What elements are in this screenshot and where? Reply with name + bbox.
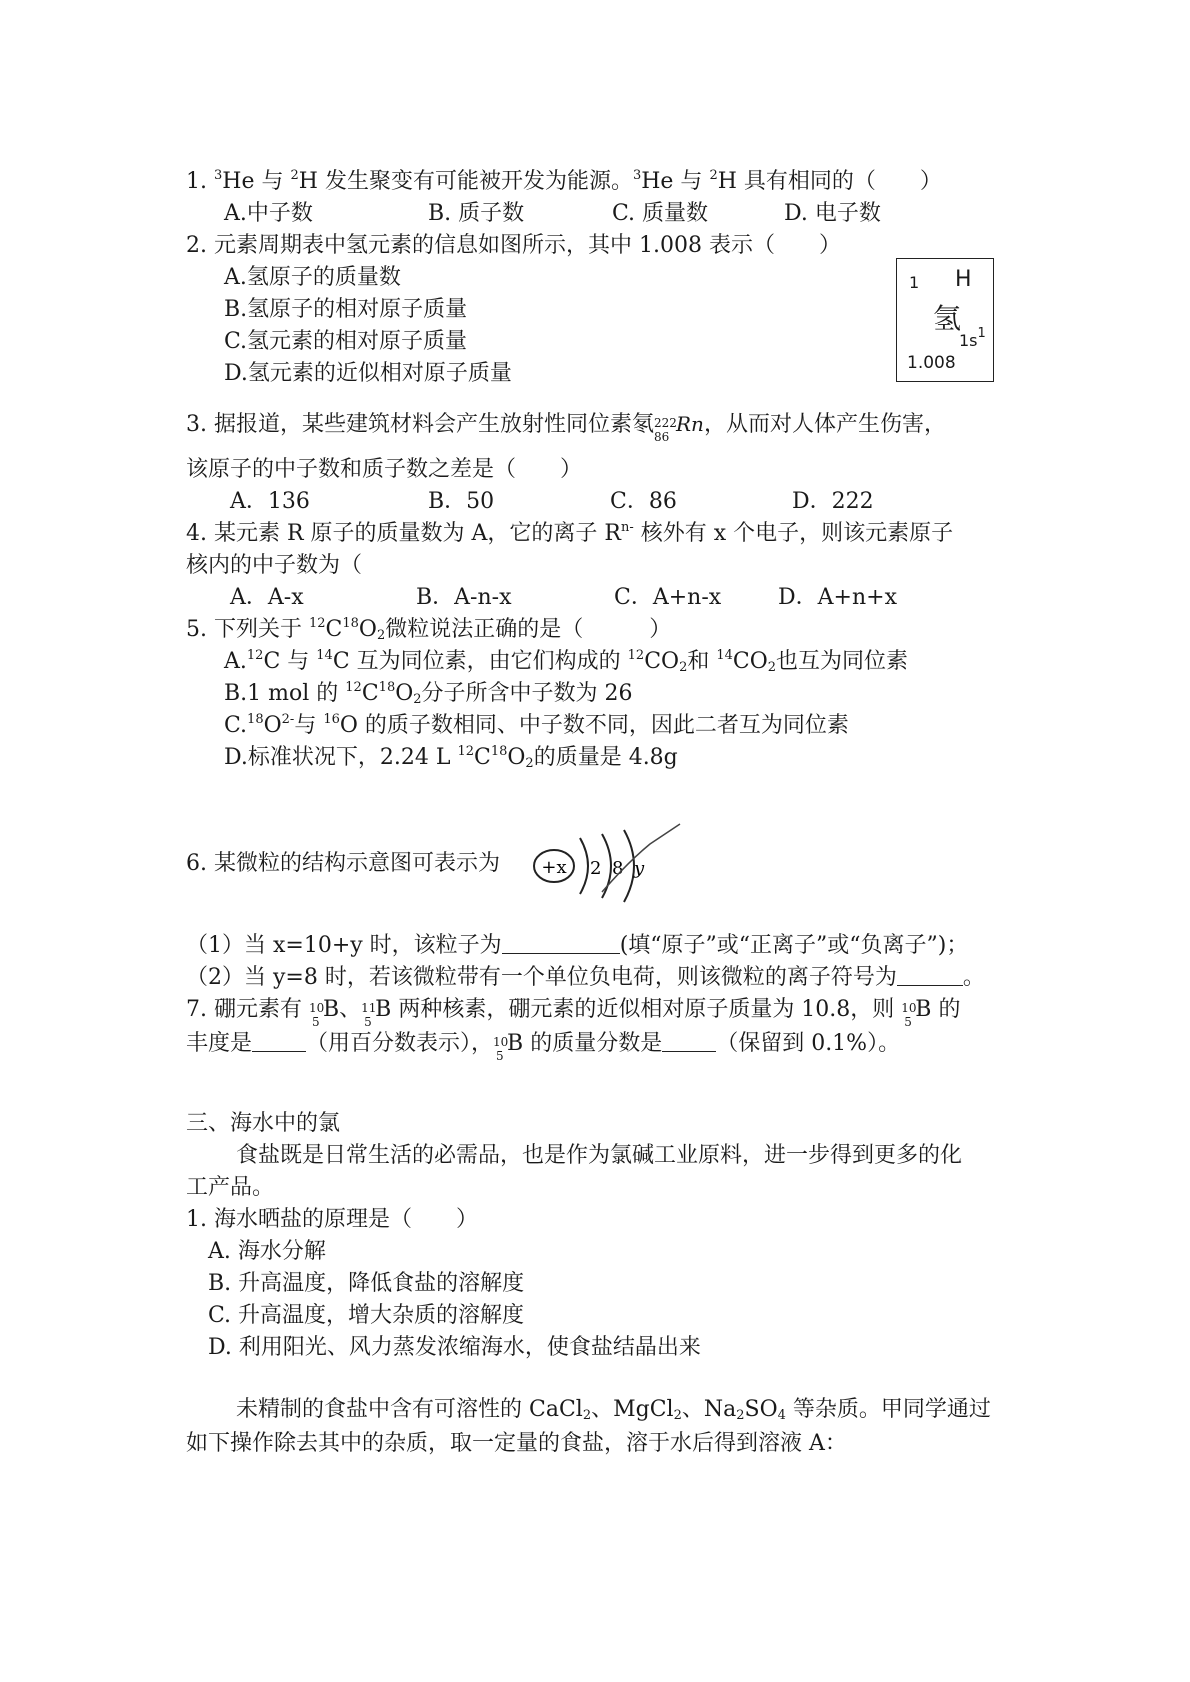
answer-blank[interactable] [662, 1031, 716, 1052]
q3-option-a: A．136 [230, 489, 310, 514]
q5-option-d: D.标准状况下，2.24 L $^{12}C^{18}O_2$的质量是 4.8g [224, 744, 678, 771]
q7-line2: 丰度是 （用百分数表示）， 10 5 B 的质量分数是 （保留到 0.1%）。 [186, 1031, 901, 1063]
s3-paragraph-line1: 未精制的食盐中含有可溶性的 CaCl$_2$、MgCl$_2$、$Na_2SO_4$ 等杂质。甲同学通过 [236, 1397, 991, 1423]
q2-stem: 2. 元素周期表中氢元素的信息如图所示，其中 1.008 表示（ ） [186, 233, 841, 258]
b11-nuclide: 11 5 [361, 1001, 377, 1029]
q2-option-a: A.氢原子的质量数 [224, 265, 401, 290]
q4-option-d: D．A+n+x [778, 585, 897, 610]
q7-line1: 7. 硼元素有 10 5 B、 11 5 B 两种核素，硼元素的近似相对原子质量为 10.8，则 10 5 B 的 [186, 997, 961, 1029]
q5-option-b: B.1 mol 的 $^{12}C^{18}O_2$分子所含中子数为 26 [224, 680, 633, 707]
s3-q1-option-c: C. 升高温度，增大杂质的溶解度 [208, 1303, 525, 1328]
q6-part2: （2）当 y=8 时，若该微粒带有一个单位负电荷，则该微粒的离子符号为 。 [186, 965, 985, 990]
s3-q1-option-a: A. 海水分解 [208, 1239, 326, 1264]
s3-q1-option-b: B. 升高温度，降低食盐的溶解度 [208, 1271, 525, 1296]
q3-option-b: B．50 [428, 489, 495, 514]
electron-config: $1s^1$ [959, 326, 986, 350]
q5-option-a: A.$^{12}$C 与 $^{14}$C 互为同位素，由它们构成的 $^{12}CO_2$和 $^{14}CO_2$也互为同位素 [224, 648, 909, 675]
q6-stem: 6. 某微粒的结构示意图可表示为 [186, 851, 500, 876]
atom-structure-diagram [532, 822, 682, 906]
shell-1-count: 2 [590, 858, 602, 879]
rn-nuclide: 222 86 [654, 416, 677, 444]
section-intro-line1: 食盐既是日常生活的必需品，也是作为氯碱工业原料，进一步得到更多的化 [236, 1143, 963, 1168]
section-title: 三、海水中的氯 [186, 1111, 341, 1136]
element-name: 氢 [933, 302, 962, 335]
q1-option-b: B. 质子数 [428, 201, 525, 226]
q5-stem: 5. 下列关于 $^{12}C^{18}O_2$微粒说法正确的是（ ） [186, 616, 672, 643]
q4-line2: 核内的中子数为（ [186, 553, 363, 578]
q1-option-a: A.中子数 [224, 201, 313, 226]
answer-blank[interactable] [502, 933, 620, 954]
q4-line1: 4. 某元素 R 原子的质量数为 A，它的离子 $R^{n-}$ 核外有 x 个电子，则该元素原子 [186, 520, 954, 546]
s3-q1-option-d: D. 利用阳光、风力蒸发浓缩海水，使食盐结晶出来 [208, 1335, 701, 1360]
b10-nuclide: 10 5 [493, 1035, 509, 1063]
q3-option-d: D．222 [792, 489, 874, 514]
q5-option-c: $C.^{18}O^{2-}$与 $^{16}$O 的质子数相同、中子数不同，因此二者互为同位素 [224, 712, 849, 738]
q6-part1: （1）当 x=10+y 时，该粒子为 (填“原子”或“正离子”或“负离子”)； [186, 933, 969, 958]
b10-nuclide: 10 5 [901, 1001, 917, 1029]
element-symbol: H [955, 267, 972, 292]
q2-option-b: B.氢原子的相对原子质量 [224, 297, 468, 322]
q4-option-a: A．A-x [230, 585, 304, 610]
answer-blank[interactable] [252, 1031, 306, 1052]
atomic-mass: 1.008 [907, 353, 956, 373]
q4-option-c: C．A+n-x [614, 585, 722, 610]
q3-option-c: C．86 [610, 489, 677, 514]
q1-options [224, 200, 924, 228]
s3-paragraph-line2: 如下操作除去其中的杂质，取一定量的食盐，溶于水后得到溶液 A： [186, 1431, 847, 1456]
shell-3-count: y [634, 858, 645, 879]
atomic-number: 1 [909, 273, 920, 292]
q2-option-c: C.氢元素的相对原子质量 [224, 329, 468, 354]
q3-line1: 3. 据报道，某些建筑材料会产生放射性同位素氡 222 86 Rn，从而对人体产生伤害， [186, 412, 946, 444]
q1-option-c: C. 质量数 [612, 201, 709, 226]
q1-option-d: D. 电子数 [784, 201, 881, 226]
hydrogen-element-card [896, 258, 994, 382]
shell-2-count: 8 [612, 858, 624, 879]
q2-option-d: D.氢元素的近似相对原子质量 [224, 361, 512, 386]
answer-blank[interactable] [897, 965, 963, 986]
q1-stem: 1. $^3$He 与 $^2$H 发生聚变有可能被开发为能源。$^3$He 与 $^2$H 具有相同的（ ） [186, 168, 942, 194]
section-intro-line2: 工产品。 [186, 1175, 275, 1200]
q3-options [230, 488, 930, 516]
s3-q1-stem: 1. 海水晒盐的原理是（ ） [186, 1207, 478, 1232]
q4-option-b: B．A-n-x [416, 585, 512, 610]
b10-nuclide: 10 5 [308, 1001, 325, 1029]
q3-line2: 该原子的中子数和质子数之差是（ ） [186, 457, 583, 482]
q4-options [230, 584, 930, 612]
nucleus-label: +x [541, 857, 567, 878]
